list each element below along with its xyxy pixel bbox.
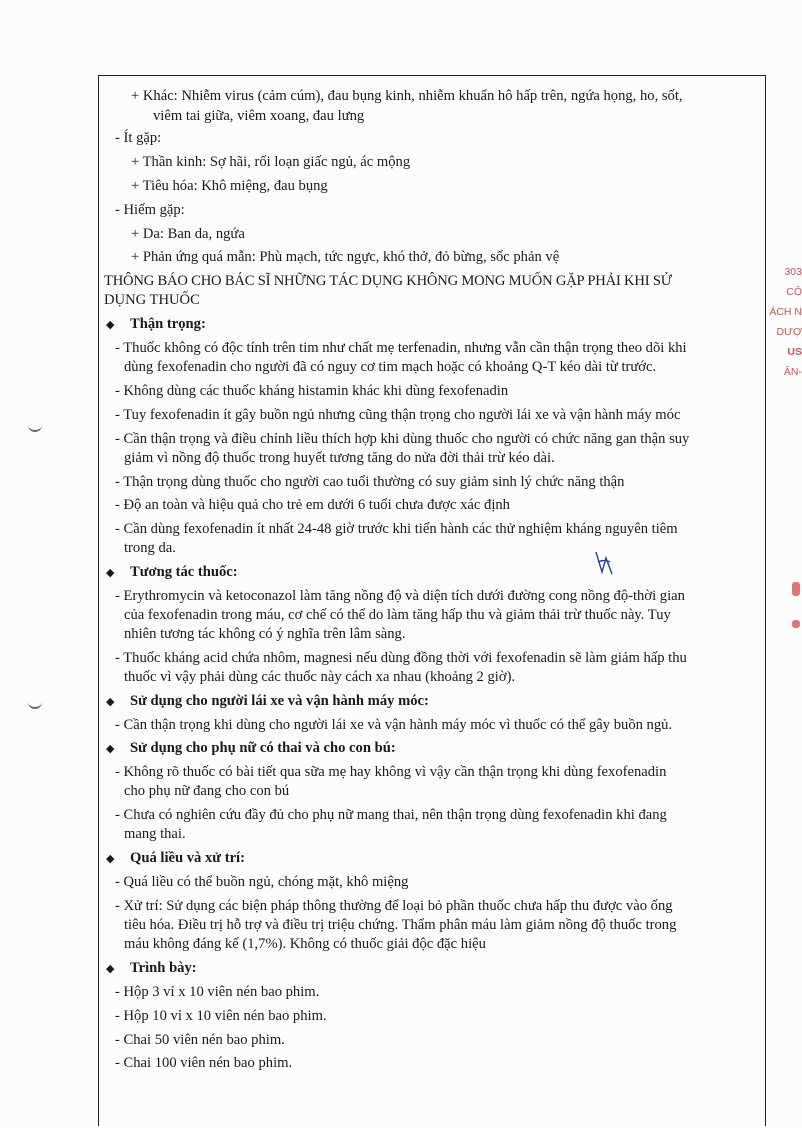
bullet-diamond-icon: ◆ (106, 963, 115, 975)
section-heading: Sử dụng cho người lái xe và vận hành máy móc: (130, 693, 429, 709)
red-ink-mark (792, 620, 800, 628)
text-line: + Thần kinh: Sợ hãi, rối loạn giấc ngủ, ác mộng (131, 154, 411, 170)
section-heading: Sử dụng cho phụ nữ có thai và cho con bú: (130, 740, 396, 756)
text-line: - Không dùng các thuốc kháng histamin khác khi dùng fexofenadin (115, 383, 509, 399)
bullet-diamond-icon: ◆ (106, 743, 115, 755)
notice-heading: DỤNG THUỐC (104, 292, 200, 308)
bullet-diamond-icon: ◆ (106, 853, 115, 865)
bullet-diamond-icon: ◆ (106, 696, 115, 708)
text-line: - Thuốc kháng acid chứa nhôm, magnesi nếu dùng đồng thời với fexofenadin sẽ làm giảm hấp thu (115, 650, 687, 666)
punch-hole-mark (28, 695, 42, 709)
text-line: - Thuốc không có độc tính trên tim như chất mẹ terfenadin, nhưng vẫn cần thận trọng theo dõi khi (115, 340, 687, 356)
text-line: - Cần thận trọng khi dùng cho người lái xe và vận hành máy móc vì thuốc có thể gây buồn ngủ. (115, 717, 673, 733)
text-line: - Cần thận trọng và điều chỉnh liều thích hợp khi dùng thuốc cho người có chức năng gan thận suy (115, 431, 690, 447)
text-line: tiêu hóa. Điều trị hỗ trợ và điều trị triệu chứng. Thẩm phân máu làm giảm nồng độ thuốc trong (124, 917, 677, 933)
text-line: - Chai 50 viên nén bao phim. (115, 1032, 285, 1048)
text-line: + Khác: Nhiễm virus (cảm cúm), đau bụng kinh, nhiễm khuẩn hô hấp trên, ngứa họng, ho, sốt, (131, 88, 683, 104)
text-line: - Erythromycin và ketoconazol làm tăng nồng độ và diện tích dưới đường cong nồng độ-thời gian (115, 588, 685, 604)
handwritten-mark-icon (592, 548, 616, 578)
red-ink-mark (792, 582, 800, 596)
text-line: - Chưa có nghiên cứu đầy đủ cho phụ nữ mang thai, nên thận trọng dùng fexofenadin khi đang (115, 807, 667, 823)
text-line: - Tuy fexofenadin ít gây buồn ngủ nhưng cũng thận trọng cho người lái xe và vận hành máy móc (115, 407, 681, 423)
text-line: cho phụ nữ đang cho con bú (124, 783, 290, 799)
section-heading: Trình bày: (130, 960, 197, 976)
text-line: nhiên tương tác không có ý nghĩa trên lâm sàng. (124, 626, 406, 642)
text-line: dùng fexofenadin cho người đã có nguy cơ tim mạch hoặc có khoảng Q-T kéo dài từ trước. (124, 359, 657, 375)
text-line: - Không rõ thuốc có bài tiết qua sữa mẹ hay không vì vậy cần thận trọng khi dùng fexofenadin (115, 764, 667, 780)
text-line: thuốc vì vậy phải dùng các thuốc này cách xa nhau (khoảng 2 giờ). (124, 669, 516, 685)
seal-stamp: 303 CÔ ÁCH N DƯỢ US ÂN- (769, 266, 802, 378)
bullet-diamond-icon: ◆ (106, 567, 115, 579)
section-heading: Tương tác thuốc: (130, 564, 238, 580)
text-line: - Ít gặp: (115, 130, 162, 146)
section-heading: Quá liều và xử trí: (130, 850, 245, 866)
text-line: - Hộp 10 vỉ x 10 viên nén bao phim. (115, 1008, 327, 1024)
punch-hole-mark (28, 418, 42, 432)
text-line: - Cần dùng fexofenadin ít nhất 24-48 giờ trước khi tiến hành các thử nghiệm kháng nguyên tiêm (115, 521, 678, 537)
text-line: + Tiêu hóa: Khô miệng, đau bụng (131, 178, 328, 194)
text-line: - Xử trí: Sử dụng các biện pháp thông thường để loại bỏ phần thuốc chưa hấp thu được vào ống (115, 898, 673, 914)
text-line: - Hộp 3 vỉ x 10 viên nén bao phim. (115, 984, 320, 1000)
text-line: giảm vì nồng độ thuốc trong huyết tương tăng do nửa đời thải trừ kéo dài. (124, 450, 555, 466)
text-line: trong da. (124, 540, 176, 556)
text-line: - Thận trọng dùng thuốc cho người cao tuổi thường có suy giảm sinh lý chức năng thận (115, 474, 625, 490)
text-line: mang thai. (124, 826, 186, 842)
text-line: + Da: Ban da, ngứa (131, 226, 245, 242)
text-line: - Hiếm gặp: (115, 202, 185, 218)
text-line: - Độ an toàn và hiệu quả cho trẻ em dưới 6 tuổi chưa được xác định (115, 497, 510, 513)
text-line: của fexofenadin trong máu, cơ chế có thể do làm tăng hấp thu và giảm thải trừ thuốc này. Tuy (124, 607, 671, 623)
bullet-diamond-icon: ◆ (106, 319, 115, 331)
section-heading: Thận trọng: (130, 316, 206, 332)
text-line: - Quá liều có thể buồn ngủ, chóng mặt, khô miệng (115, 874, 409, 890)
text-line: máu không đáng kể (1,7%). Không có thuốc giải độc đặc hiệu (124, 936, 486, 952)
text-line: viêm tai giữa, viêm xoang, đau lưng (153, 108, 365, 124)
text-line: - Chai 100 viên nén bao phim. (115, 1055, 293, 1071)
notice-heading: THÔNG BÁO CHO BÁC SĨ NHỮNG TÁC DỤNG KHÔNG MONG MUỐN GẶP PHẢI KHI SỬ (104, 273, 672, 289)
text-line: + Phản ứng quá mẫn: Phù mạch, tức ngực, khó thở, đỏ bừng, sốc phản vệ (131, 249, 560, 265)
